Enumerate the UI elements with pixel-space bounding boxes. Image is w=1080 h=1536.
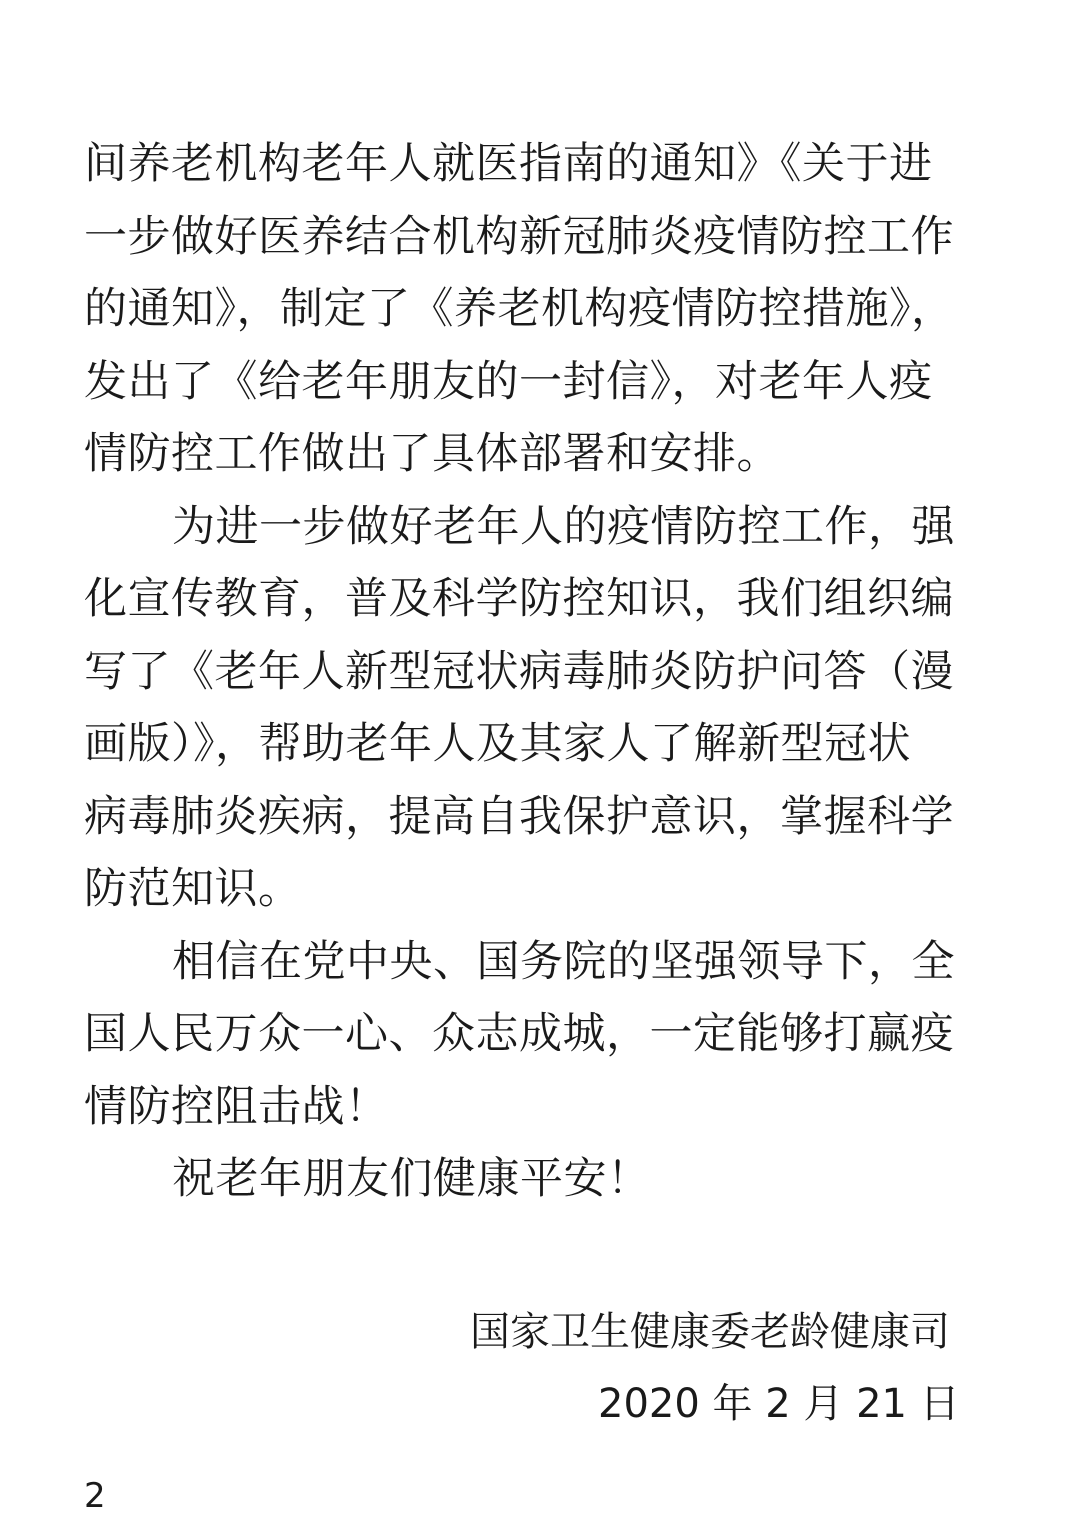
text-line: 化宣传教育，普及科学防控知识，我们组织编 bbox=[84, 574, 954, 624]
text-line: 间养老机构老年人就医指南的通知》《关于进 bbox=[84, 139, 933, 189]
signature-date: 2020 年 2 月 21 日 bbox=[598, 1381, 960, 1427]
paragraph-start-line: 相信在党中央、国务院的坚强领导下，全 bbox=[172, 936, 955, 987]
text-line: 一步做好医养结合机构新冠肺炎疫情防控工作 bbox=[84, 211, 954, 262]
paragraph-start-line: 为进一步做好老年人的疫情防控工作，强 bbox=[172, 501, 955, 552]
page-number: 2 bbox=[84, 1476, 106, 1516]
text-line: 写了《老年人新型冠状病毒肺炎防护问答（漫 bbox=[84, 646, 954, 697]
closing-greeting: 祝老年朋友们健康平安！ bbox=[172, 1154, 651, 1204]
text-line: 病毒肺炎疾病，提高自我保护意识，掌握科学 bbox=[84, 791, 954, 842]
text-line: 画版）》，帮助老年人及其家人了解新型冠状 bbox=[84, 719, 911, 769]
text-line: 国人民万众一心、众志成城，一定能够打赢疫 bbox=[84, 1009, 954, 1059]
signature-organization: 国家卫生健康委老龄健康司 bbox=[470, 1309, 950, 1355]
text-line: 情防控阻击战！ bbox=[84, 1081, 389, 1132]
text-line: 的通知》，制定了《养老机构疫情防控措施》， bbox=[84, 284, 955, 334]
letter-body bbox=[84, 128, 1004, 1216]
text-line: 发出了《给老年朋友的一封信》，对老年人疫 bbox=[84, 356, 933, 407]
text-line: 情防控工作做出了具体部署和安排。 bbox=[84, 429, 780, 479]
text-line: 防范知识。 bbox=[84, 864, 302, 914]
